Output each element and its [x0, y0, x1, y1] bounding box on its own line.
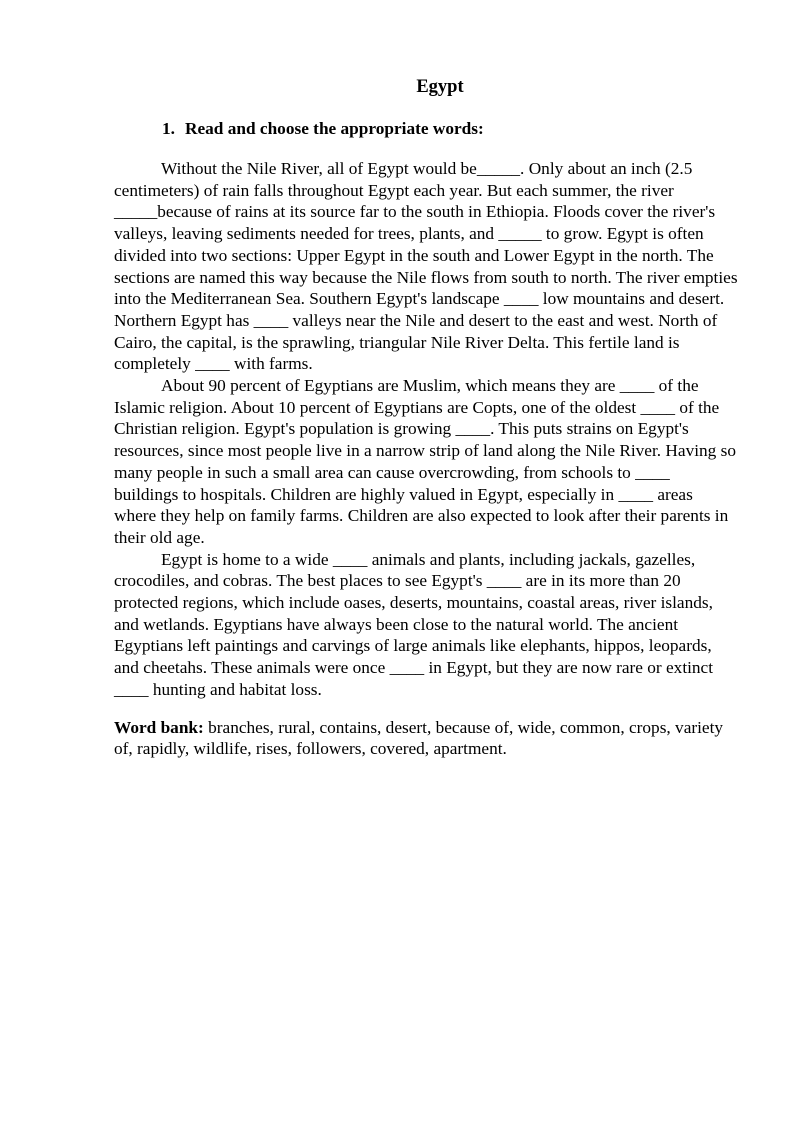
exercise-instruction [162, 116, 738, 142]
instruction-number: 1. [162, 119, 175, 138]
paragraph-people: About 90 percent of Egyptians are Muslim, which means they are ____ of the Islamic religion. About 10 percent of Egyptians are Copts, one of the oldest ____ of the Christian religion. Egypt's population is growing ____. This puts strains on Egypt's resources, since most people live in a narrow strip of land along the Nile River. Having so many people in such a small area can cause overcrowding, from schools to ____ buildings to hospitals. Children are highly valued in Egypt, especially in ____ areas where they help on family farms. Children are also expected to look after their parents in their old age. [114, 376, 736, 547]
instruction-text: Read and choose the appropriate words: [185, 119, 484, 138]
word-bank [114, 717, 738, 760]
document-title: Egypt [416, 77, 464, 97]
paragraph-wildlife: Egypt is home to a wide ____ animals and plants, including jackals, gazelles, crocodiles, and cobras. The best places to see Egypt's ____ are in its more than 20 protected regions, which include oases, deserts, mountains, coastal areas, river islands, and wetlands. Egyptians have always been close to the natural world. The ancient Egyptians left paintings and carvings of large animals like elephants, hippos, leopards, and cheetahs. These animals were once ____ in Egypt, but they are now rare or extinct ____ hunting and habitat loss. [114, 549, 714, 699]
word-bank-label: Word bank: [114, 717, 204, 737]
document-page [114, 74, 738, 760]
paragraph-geography: Without the Nile River, all of Egypt would be_____. Only about an inch (2.5 centimeters) of rain falls throughout Egypt each year. But each summer, the river _____because of rains at its source far to the south in Ethiopia. Floods cover the river's valleys, leaving sediments needed for trees, plants, and _____ to grow. Egypt is often divided into two sections: Upper Egypt in the south and Lower Egypt in the north. The sections are named this way because the Nile flows from south to north. The river empties into the Mediterranean Sea. Southern Egypt's landscape ____ low mountains and desert. Northern Egypt has ____ valleys near the Nile and desert to the east and west. North of Cairo, the capital, is the sprawling, triangular Nile River Delta. This fertile land is completely ____ with farms. [114, 159, 738, 374]
word-bank-words: branches, rural, contains, desert, because of, wide, common, crops, variety of, rapidly, wildlife, rises, followers, covered, apartment. [114, 717, 724, 759]
